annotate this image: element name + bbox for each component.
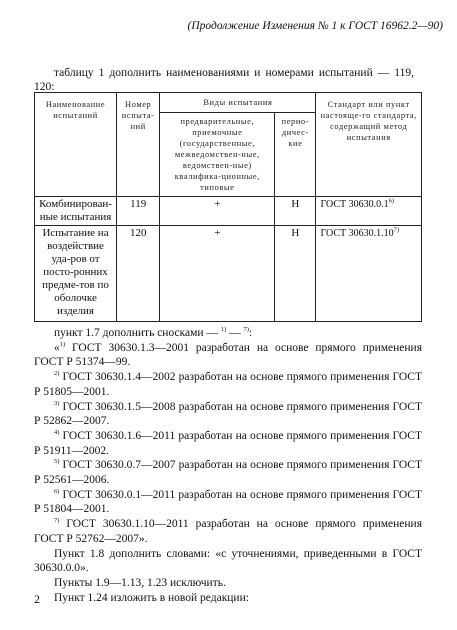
row-119-footnote-mark: 6) (388, 197, 395, 205)
table-header-row (35, 93, 422, 113)
footnote-mark: 6) (54, 487, 60, 495)
row-120-standard (316, 226, 422, 322)
para-1-7-text: пункт 1.7 дополнить сносками — (54, 327, 221, 339)
footnote-text: ГОСТ 30630.0.1—2011 разработан на основе прямого применения ГОСТ Р 51804—2001. (34, 488, 422, 516)
footnote-mark: 5) (54, 458, 60, 466)
footnote-3 (34, 400, 422, 429)
para-1-8: Пункт 1.8 дополнить словами: «с уточнениями, приведенными в ГОСТ 30630.0.0». (34, 547, 422, 575)
row-119-periodic: Н (275, 197, 316, 226)
intro-paragraph: таблицу 1 дополнить наименованиями и номерами испытаний — 119, 120: (34, 67, 414, 93)
table-row (35, 197, 422, 226)
header-preliminary: предварительные, приемочные (государственные, межведомствен-ные, ведомствен-ные) квалифика-ционные, типовые (160, 113, 275, 197)
para-1-7-end: : (248, 327, 253, 339)
row-120-number: 120 (117, 226, 160, 322)
row-119-standard (316, 197, 422, 226)
footnote-text: ГОСТ 30630.1.3—2001 разработан на основе прямого применения ГОСТ Р 51374—99. (34, 341, 422, 369)
para-1-7 (34, 326, 422, 341)
row-119-preliminary: + (160, 197, 275, 226)
row-120-periodic: Н (275, 226, 316, 322)
footnote-text: ГОСТ 30630.1.10—2011 разработан на основе прямого применения ГОСТ Р 52762—2007». (34, 518, 422, 545)
body-text (34, 326, 422, 605)
footnote-mark: 1) (59, 340, 66, 348)
tests-table (34, 92, 422, 322)
footnote-mark: 2) (54, 370, 60, 378)
footnote-2 (34, 370, 422, 399)
table-row (35, 226, 422, 322)
footnote-text: ГОСТ 30630.0.7—2007 разработан на основе прямого применения ГОСТ Р 52561—2006. (34, 459, 422, 487)
para-1-7-ref-start: 1) (220, 326, 227, 334)
row-119-number: 119 (117, 197, 160, 226)
para-1-7-ref-end: 7) (243, 326, 249, 334)
para-1-24: Пункт 1.24 изложить в новой редакции: (54, 591, 249, 604)
footnote-text: ГОСТ 30630.1.6—2011 разработан на основе прямого применения ГОСТ Р 51911—2002. (34, 429, 422, 457)
footnote-mark: 3) (54, 399, 60, 407)
footnote-mark: 7) (54, 517, 60, 525)
row-120-preliminary: + (160, 226, 275, 322)
para-1-9: Пункты 1.9—1.13, 1.23 исключить. (54, 576, 226, 589)
footnote-5 (34, 458, 422, 487)
footnote-text: ГОСТ 30630.1.5—2008 разработан на основе прямого применения ГОСТ Р 52862—2007. (34, 400, 422, 428)
header-standard: Стандарт или пункт настояще-го стандарта, содержащий метод испытания (316, 93, 422, 197)
row-120-standard-text: ГОСТ 30630.1.10 (320, 228, 394, 239)
footnote-mark: 4) (54, 429, 60, 437)
footnote-1 (34, 341, 422, 370)
row-120-footnote-mark: 7) (393, 226, 400, 234)
page-number: 2 (34, 592, 40, 606)
footnote-4 (34, 429, 422, 458)
footnote-7 (34, 517, 422, 546)
footnote-6 (34, 488, 422, 517)
footnote-text: ГОСТ 30630.1.4—2002 разработан на основе прямого применения ГОСТ Р 51805—2001. (34, 371, 422, 398)
header-periodic: перио-дичес-кие (275, 113, 316, 197)
header-test-number: Номер испыта-ний (117, 93, 160, 197)
row-119-name: Комбинирован-ные испытания (35, 197, 117, 226)
header-test-types: Виды испытания (160, 93, 316, 113)
footnote-lead: « (54, 341, 60, 354)
row-119-standard-text: ГОСТ 30630.0.1 (320, 199, 389, 210)
running-header: (Продолжение Изменения № 1 к ГОСТ 16962.2—90) (187, 20, 443, 32)
row-120-name: Испытание на воздействие уда-ров от посто-ронних предме-тов по оболочке изделия (35, 226, 117, 322)
header-test-name: Наименование испытаний (35, 93, 117, 197)
para-1-7-sep: — (226, 327, 244, 339)
